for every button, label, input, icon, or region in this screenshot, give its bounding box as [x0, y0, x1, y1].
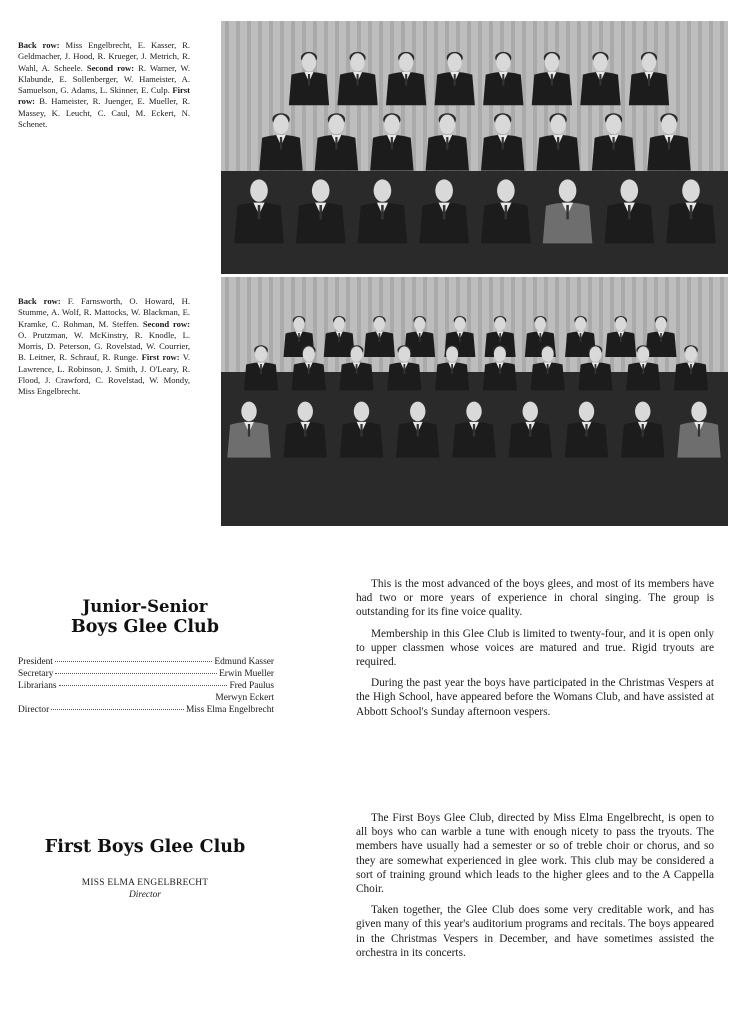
necktie — [360, 424, 362, 437]
necktie — [547, 364, 549, 374]
leader-dots — [51, 709, 184, 710]
face — [606, 115, 621, 135]
face — [559, 179, 577, 201]
necktie — [403, 364, 405, 374]
face — [637, 346, 649, 361]
necktie — [595, 364, 597, 374]
necktie — [405, 74, 407, 86]
officer-row — [18, 680, 274, 692]
paragraph: Taken together, the Glee Club does some very creditable work, and has given many of this year's auditorium programs and recitals. The boys appeared in the Christmas Vespers in December, and have sometimes assisted the orchestra in its concerts. — [356, 904, 714, 959]
necktie — [540, 333, 542, 342]
face — [466, 402, 481, 422]
face — [615, 317, 626, 331]
necktie — [499, 364, 501, 374]
officer-role: Director — [18, 705, 50, 715]
face — [593, 53, 607, 71]
necktie — [668, 137, 670, 150]
face — [494, 346, 506, 361]
necktie — [459, 333, 461, 342]
leader-dots — [55, 673, 217, 674]
face — [535, 317, 546, 331]
necktie — [248, 424, 250, 437]
curtain-fold — [720, 277, 724, 372]
curtain-fold — [478, 277, 482, 372]
curtain-fold — [632, 277, 636, 372]
face — [329, 115, 344, 135]
curtain-fold — [225, 277, 229, 372]
face — [273, 115, 288, 135]
face — [354, 402, 369, 422]
necktie — [612, 137, 614, 150]
caption-label: Second row: — [86, 62, 135, 73]
face — [642, 53, 656, 71]
necktie — [419, 333, 421, 342]
caption-text: O. Prutzman, W. McKinstry, R. Knodle, L. Morris, D. Peterson, G. Rovelstad, W. Courrier, B. Leitner, R. Schrauf, R. Runge. — [18, 329, 190, 363]
paragraph: This is the most advanced of the boys glees, and most of its members have had two or more years of experience in choral singing. The group is outstanding for its fine voice quality. — [356, 578, 714, 619]
necktie — [258, 205, 261, 219]
face — [350, 53, 364, 71]
curtain-fold — [522, 277, 526, 372]
necktie — [391, 137, 393, 150]
face — [495, 115, 510, 135]
officer-row — [18, 704, 274, 716]
necktie — [690, 364, 692, 374]
director-role: Director — [129, 890, 161, 900]
necktie — [473, 424, 475, 437]
necktie — [585, 424, 587, 437]
necktie — [505, 205, 508, 219]
necktie — [690, 205, 693, 219]
officer-role: President — [18, 657, 53, 667]
first-boys-title — [10, 836, 280, 858]
leader-dots — [55, 661, 212, 662]
face — [298, 402, 313, 422]
caption-text: R. Warner, W. Klabunde, E. Sollenberger, W. Hameister, A. Samuelson, G. Adams, L. Skinner, E. Culp. — [18, 62, 191, 96]
face — [589, 346, 601, 361]
necktie — [599, 74, 601, 86]
face — [351, 346, 363, 361]
junior-senior-group-photo — [221, 21, 728, 274]
officer-row — [18, 668, 274, 680]
director-name: MISS ELMA ENGELBRECHT — [81, 878, 209, 888]
title-line: Junior-Senior — [82, 597, 208, 616]
face — [575, 317, 586, 331]
face — [691, 402, 706, 422]
curtain-fold — [555, 277, 559, 372]
necktie — [304, 424, 306, 437]
curtain-fold — [698, 21, 702, 171]
face — [241, 402, 256, 422]
necktie — [529, 424, 531, 437]
curtain-fold — [709, 21, 713, 171]
necktie — [446, 137, 448, 150]
curtain-fold — [236, 21, 240, 171]
curtain-fold — [236, 277, 240, 372]
curtain-fold — [566, 277, 570, 372]
face — [303, 346, 315, 361]
necktie — [502, 137, 504, 150]
officer-name: Erwin Mueller — [219, 669, 274, 679]
first-boys-group-photo — [221, 277, 728, 526]
curtain-fold — [368, 277, 372, 372]
caption-text: Miss Engelbrecht, E. Kasser, R. Geldmacher, J. Hood, R. Krueger, J. Metrich, R. Wahl, A. Scheele. — [18, 40, 191, 73]
officer-name: Edmund Kasser — [214, 657, 274, 667]
necktie — [551, 74, 553, 86]
junior-senior-title — [20, 596, 270, 638]
caption-text: B. Hameister, R. Juenger, E. Mueller, R. Massey, K. Leucht, C. Caul, M. Eckert, N. Schenet. — [18, 96, 190, 130]
necktie — [298, 333, 300, 342]
necktie — [557, 137, 559, 150]
curtain-fold — [269, 277, 273, 372]
face — [302, 53, 316, 71]
face — [334, 317, 345, 331]
necktie — [335, 137, 337, 150]
necktie — [357, 74, 359, 86]
curtain-fold — [489, 277, 493, 372]
curtain-fold — [346, 277, 350, 372]
curtain-fold — [720, 21, 724, 171]
officer-name: Fred Paulus — [229, 681, 274, 691]
face — [579, 402, 594, 422]
curtain-fold — [610, 277, 614, 372]
caption-label: Second row: — [142, 318, 191, 329]
face — [685, 346, 697, 361]
face — [542, 346, 554, 361]
caption-label: First row: — [141, 352, 180, 363]
curtain-fold — [478, 21, 482, 171]
necktie — [660, 333, 662, 342]
necktie — [648, 74, 650, 86]
caption-text: F. Farnsworth, O. Howard, H. Stumme, A. Wolf, R. Mattocks, W. Blackman, E. Kramke, C. Rohman, M. Steffen. — [18, 296, 190, 329]
necktie — [338, 333, 340, 342]
necktie — [642, 364, 644, 374]
necktie — [698, 424, 700, 437]
face — [374, 179, 392, 201]
photo1-caption — [18, 40, 190, 130]
title-line: First Boys Glee Club — [44, 837, 246, 857]
face — [656, 317, 667, 331]
face — [399, 53, 413, 71]
face — [550, 115, 565, 135]
necktie — [620, 333, 622, 342]
title-line: Boys Glee Club — [70, 617, 220, 637]
necktie — [580, 333, 582, 342]
necktie — [356, 364, 358, 374]
face — [255, 346, 267, 361]
face — [374, 317, 385, 331]
necktie — [417, 424, 419, 437]
face — [545, 53, 559, 71]
face — [523, 402, 538, 422]
curtain-fold — [511, 277, 515, 372]
face — [448, 53, 462, 71]
necktie — [499, 333, 501, 342]
paragraph: During the past year the boys have participated in the Christmas Vespers at the High School, have appeared before the Womans Club, and have assisted at Abbott School's Sunday afternoon vespers. — [356, 677, 714, 718]
necktie — [319, 205, 322, 219]
necktie — [642, 424, 644, 437]
curtain-fold — [709, 277, 713, 372]
caption-label: First row: — [18, 85, 190, 107]
necktie — [260, 364, 262, 374]
necktie — [502, 74, 504, 86]
face — [398, 346, 410, 361]
photo-scene — [221, 21, 728, 274]
necktie — [566, 205, 569, 219]
photo-scene — [221, 277, 728, 526]
face — [635, 402, 650, 422]
curtain-fold — [225, 21, 229, 171]
face — [440, 115, 455, 135]
face — [250, 179, 268, 201]
necktie — [381, 205, 384, 219]
face — [496, 53, 510, 71]
necktie — [379, 333, 381, 342]
face — [410, 402, 425, 422]
necktie — [308, 74, 310, 86]
face — [414, 317, 425, 331]
face — [446, 346, 458, 361]
paragraph: The First Boys Glee Club, directed by Miss Elma Engelbrecht, is open to all boys who can warble a tune with enough nicety to pass the tryouts. The members have usually had a semester or so of treble choir or chorus, and so they are somewhat experienced in glee work. This club may be considered a sort of training ground which leads to the higher glees and to the A Cappella Choir. — [356, 812, 714, 896]
face — [495, 317, 506, 331]
curtain-fold — [280, 277, 284, 372]
curtain-fold — [467, 277, 471, 372]
necktie — [308, 364, 310, 374]
necktie — [454, 74, 456, 86]
officer-list — [18, 656, 274, 716]
curtain-fold — [434, 277, 438, 372]
face — [682, 179, 700, 201]
leader-dots — [59, 685, 228, 686]
junior-senior-description — [356, 577, 714, 726]
face — [312, 179, 330, 201]
curtain-fold — [390, 277, 394, 372]
face — [620, 179, 638, 201]
face — [294, 317, 305, 331]
face — [454, 317, 465, 331]
caption-text: V. Lawrence, L. Robinson, J. Smith, J. O'Leary, R. Flood, J. Crawford, C. Rovelstad, W. Mondy, Miss Engelbrecht. — [18, 352, 190, 397]
face — [661, 115, 676, 135]
necktie — [628, 205, 631, 219]
director-credit — [20, 877, 270, 901]
face — [384, 115, 399, 135]
face — [435, 179, 453, 201]
officer-name: Merwyn Eckert — [215, 693, 274, 703]
officer-role: Secretary — [18, 669, 54, 679]
caption-label: Back row: — [18, 40, 60, 50]
officer-row — [18, 656, 274, 668]
necktie — [443, 205, 446, 219]
officer-name: Miss Elma Engelbrecht — [185, 705, 274, 715]
paragraph: Membership in this Glee Club is limited to twenty-four, and it is open only to upper classmen whose voices are matured and true. Rigid tryouts are required. — [356, 627, 714, 669]
first-boys-description — [356, 811, 714, 967]
curtain-fold — [247, 277, 251, 372]
caption-label: Back row: — [18, 296, 61, 306]
necktie — [451, 364, 453, 374]
necktie — [280, 137, 282, 150]
curtain-fold — [324, 277, 328, 372]
officer-role: Librarians — [18, 681, 57, 691]
curtain-fold — [676, 277, 680, 372]
curtain-fold — [698, 277, 702, 372]
photo2-caption — [18, 296, 190, 398]
face — [497, 179, 515, 201]
curtain-fold — [247, 21, 251, 171]
